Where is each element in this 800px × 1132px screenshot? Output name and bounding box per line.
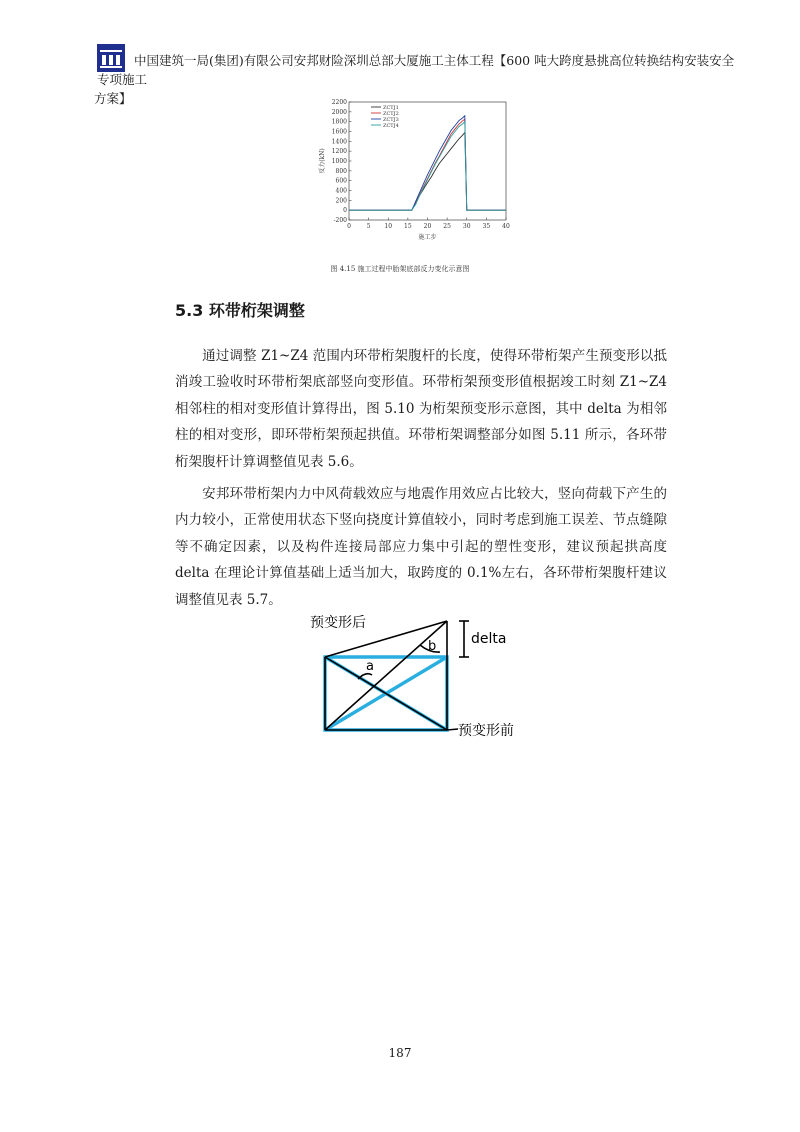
series-line-zctj3 [349, 116, 506, 210]
label-angle-b: b [428, 639, 437, 654]
company-logo-icon [97, 44, 125, 72]
paragraph-1-text: 通过调整 Z1~Z4 范围内环带桁架腹杆的长度，使得环带桁架产生预变形以抵消竣工验收时环带桁架底部竖向变形值。环带桁架预变形值根据竣工时刻 Z1~Z4 相邻柱的相对变形值计算得出，图 5.10 为桁架预变形示意图，其中 delta 为相邻柱的相对变形，即环带桁架预起拱值。环带桁架调整部分如图 5.11 所示，各环带桁架腹杆计算调整值见表 5.6。 [175, 348, 667, 470]
figure-caption: 图 4.15 施工过程中胎架底部反力变化示意图 [330, 265, 470, 273]
y-tick-label: 400 [335, 187, 347, 195]
x-tick-label: 20 [423, 223, 432, 230]
y-tick-label: 0 [343, 207, 347, 215]
x-axis-label: 施工步 [418, 234, 437, 241]
series-line-zctj1 [349, 132, 506, 210]
x-tick-label: 25 [443, 223, 451, 230]
paragraph-2-text: 安邦环带桁架内力中风荷载效应与地震作用效应占比较大，竖向荷载下产生的内力较小，正常使用状态下竖向挠度计算值较小，同时考虑到施工误差、节点缝隙等不确定因素，以及构件连接局部应力集中引起的塑性变形，建议预起拱高度 delta 在理论计算值基础上适当加大，取跨度的 0.1%左右，各环带桁架腹杆建议调整值见表 5.7。 [175, 486, 667, 608]
x-tick-label: 35 [482, 223, 491, 230]
x-tick-label: 30 [462, 223, 471, 230]
label-angle-a: a [366, 659, 374, 674]
legend-label: ZCTJ1 [383, 105, 399, 111]
label-before-leader [447, 729, 458, 730]
y-tick-label: -200 [333, 217, 347, 224]
reaction-force-chart [310, 96, 520, 246]
label-after: 预变形后 [310, 615, 366, 631]
y-tick-label: 1400 [331, 138, 347, 146]
y-tick-label: 1200 [331, 148, 347, 156]
paragraph-2 [175, 481, 667, 613]
delta-dimension [459, 621, 469, 657]
truss-after-diagonal-2 [325, 621, 447, 730]
y-tick-label: 200 [335, 197, 347, 205]
page-number: 187 [388, 1046, 412, 1060]
legend-label: ZCTJ2 [383, 111, 399, 117]
x-tick-label: 40 [502, 223, 510, 230]
chart-svg [310, 96, 520, 246]
x-tick-label: 0 [347, 223, 351, 230]
x-tick-label: 10 [384, 223, 393, 230]
section-heading: 5.3 环带桁架调整 [175, 301, 305, 320]
y-tick-label: 800 [335, 167, 347, 175]
x-tick-label: 15 [404, 223, 412, 230]
y-tick-label: 600 [335, 177, 347, 185]
x-tick-label: 5 [366, 223, 371, 230]
legend-label: ZCTJ3 [383, 117, 399, 123]
header-line-1: 中国建筑一局(集团)有限公司安邦财险深圳总部大厦施工主体工程【600 吨大跨度悬挑高位转换结构安装安全专项施工 [97, 53, 735, 87]
paragraph-1 [175, 343, 667, 475]
legend-label: ZCTJ4 [383, 123, 399, 129]
y-tick-label: 2200 [331, 99, 347, 106]
plot-frame [349, 102, 506, 220]
y-tick-label: 1600 [331, 128, 347, 136]
truss-after [325, 621, 458, 730]
label-before: 预变形前 [458, 723, 514, 739]
series-line-zctj2 [349, 119, 506, 210]
y-tick-label: 1800 [331, 118, 347, 126]
truss-predeformation-diagram [300, 605, 540, 750]
y-tick-label: 2000 [331, 108, 347, 116]
label-delta: delta [471, 631, 507, 647]
series-line-zctj4 [349, 122, 506, 211]
header-line-2: 方案】 [94, 91, 132, 106]
y-axis-label: 反力(kN) [319, 148, 326, 174]
y-tick-label: 1000 [331, 158, 347, 165]
